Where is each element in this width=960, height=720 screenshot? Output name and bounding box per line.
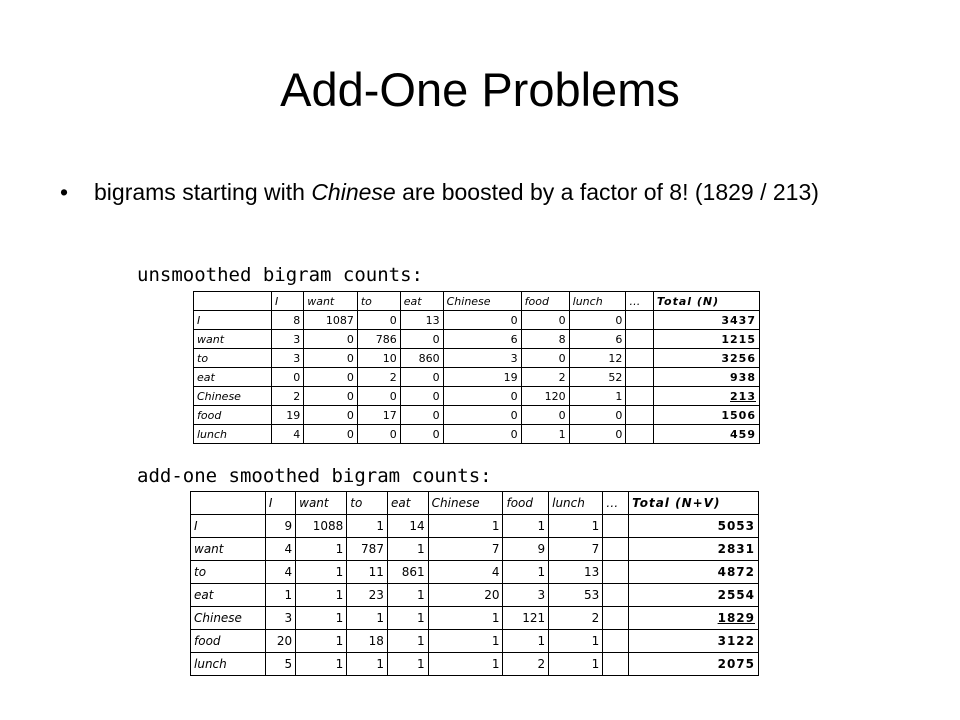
row-header: eat (194, 368, 272, 387)
row-header: to (191, 561, 266, 584)
count-cell: 1 (296, 561, 347, 584)
column-header: … (626, 292, 654, 311)
count-cell: 9 (503, 538, 549, 561)
row-header: Chinese (194, 387, 272, 406)
total-cell: 2554 (629, 584, 759, 607)
count-cell: 1 (503, 561, 549, 584)
count-cell: 1 (569, 387, 626, 406)
row-header: I (194, 311, 272, 330)
table-row (194, 368, 760, 387)
count-cell: 787 (347, 538, 388, 561)
total-cell: 2831 (629, 538, 759, 561)
count-cell: 860 (400, 349, 443, 368)
count-cell: 1 (549, 630, 603, 653)
count-cell: 1 (549, 515, 603, 538)
table-row (191, 561, 759, 584)
column-header: lunch (549, 492, 603, 515)
table-row (191, 515, 759, 538)
count-cell: 2 (357, 368, 400, 387)
count-cell: 0 (521, 311, 569, 330)
total-cell: 213 (653, 387, 759, 406)
count-cell: 8 (272, 311, 304, 330)
total-cell: 3437 (653, 311, 759, 330)
table-row (191, 653, 759, 676)
count-cell: 1 (347, 515, 388, 538)
count-cell: 0 (304, 330, 358, 349)
count-cell: 6 (569, 330, 626, 349)
count-cell: 0 (521, 349, 569, 368)
count-cell: 3 (265, 607, 295, 630)
row-header: food (194, 406, 272, 425)
count-cell: 0 (569, 311, 626, 330)
row-header: food (191, 630, 266, 653)
count-cell: 1 (347, 607, 388, 630)
table-row (194, 349, 760, 368)
count-cell: 0 (304, 368, 358, 387)
total-cell: 4872 (629, 561, 759, 584)
table-row (191, 630, 759, 653)
count-cell: 3 (503, 584, 549, 607)
bullet-icon: • (60, 179, 69, 205)
count-cell: 1 (503, 515, 549, 538)
count-cell: 1 (296, 607, 347, 630)
count-cell: 1 (549, 653, 603, 676)
count-cell: 13 (549, 561, 603, 584)
column-header: want (296, 492, 347, 515)
row-header: I (191, 515, 266, 538)
count-cell: 18 (347, 630, 388, 653)
column-header: to (357, 292, 400, 311)
ellipsis-cell (626, 368, 654, 387)
count-cell: 1 (428, 607, 503, 630)
row-header: Chinese (191, 607, 266, 630)
ellipsis-cell (626, 311, 654, 330)
count-cell: 4 (265, 561, 295, 584)
bullet-prefix: bigrams starting with (94, 179, 312, 205)
table-row (194, 311, 760, 330)
table-row (194, 387, 760, 406)
table-row (194, 425, 760, 444)
count-cell: 17 (357, 406, 400, 425)
count-cell: 861 (387, 561, 428, 584)
column-header: Chinese (443, 292, 521, 311)
count-cell: 2 (521, 368, 569, 387)
count-cell: 1 (387, 584, 428, 607)
ellipsis-cell (603, 561, 629, 584)
column-header: want (304, 292, 358, 311)
count-cell: 52 (569, 368, 626, 387)
count-cell: 1 (521, 425, 569, 444)
count-cell: 3 (443, 349, 521, 368)
table-row (191, 584, 759, 607)
column-header: lunch (569, 292, 626, 311)
count-cell: 4 (272, 425, 304, 444)
row-header: lunch (191, 653, 266, 676)
count-cell: 10 (357, 349, 400, 368)
count-cell: 6 (443, 330, 521, 349)
count-cell: 23 (347, 584, 388, 607)
count-cell: 786 (357, 330, 400, 349)
count-cell: 1 (296, 653, 347, 676)
unsmoothed-table (193, 291, 760, 444)
column-header: to (347, 492, 388, 515)
ellipsis-cell (626, 387, 654, 406)
count-cell: 53 (549, 584, 603, 607)
count-cell: 1 (428, 653, 503, 676)
column-header: … (603, 492, 629, 515)
ellipsis-cell (626, 406, 654, 425)
count-cell: 3 (272, 330, 304, 349)
count-cell: 0 (357, 425, 400, 444)
count-cell: 1 (347, 653, 388, 676)
count-cell: 0 (400, 368, 443, 387)
count-cell: 12 (569, 349, 626, 368)
total-cell: 1215 (653, 330, 759, 349)
ellipsis-cell (626, 425, 654, 444)
count-cell: 4 (428, 561, 503, 584)
count-cell: 13 (400, 311, 443, 330)
count-cell: 0 (400, 425, 443, 444)
count-cell: 2 (503, 653, 549, 676)
count-cell: 11 (347, 561, 388, 584)
count-cell: 0 (443, 425, 521, 444)
table-row (194, 406, 760, 425)
ellipsis-cell (603, 653, 629, 676)
count-cell: 0 (443, 311, 521, 330)
count-cell: 1 (296, 584, 347, 607)
total-cell: 459 (653, 425, 759, 444)
count-cell: 1 (503, 630, 549, 653)
table-row (191, 607, 759, 630)
count-cell: 1 (265, 584, 295, 607)
row-header: eat (191, 584, 266, 607)
column-header: eat (387, 492, 428, 515)
total-cell: 1506 (653, 406, 759, 425)
smoothed-label: add-one smoothed bigram counts: (137, 465, 492, 487)
column-header: Chinese (428, 492, 503, 515)
column-header: eat (400, 292, 443, 311)
ellipsis-cell (626, 330, 654, 349)
total-cell: 2075 (629, 653, 759, 676)
count-cell: 0 (400, 387, 443, 406)
count-cell: 1 (296, 538, 347, 561)
count-cell: 120 (521, 387, 569, 406)
count-cell: 121 (503, 607, 549, 630)
slide-title: Add-One Problems (280, 63, 680, 116)
column-header: Total (N+V) (629, 492, 759, 515)
count-cell: 1 (387, 607, 428, 630)
ellipsis-cell (603, 607, 629, 630)
count-cell: 1 (387, 538, 428, 561)
count-cell: 7 (428, 538, 503, 561)
column-header: food (503, 492, 549, 515)
count-cell: 1 (387, 630, 428, 653)
count-cell: 0 (357, 387, 400, 406)
count-cell: 5 (265, 653, 295, 676)
count-cell: 7 (549, 538, 603, 561)
corner-cell (191, 492, 266, 515)
count-cell: 1 (296, 630, 347, 653)
total-cell: 1829 (629, 607, 759, 630)
count-cell: 3 (272, 349, 304, 368)
count-cell: 20 (428, 584, 503, 607)
count-cell: 19 (272, 406, 304, 425)
count-cell: 2 (272, 387, 304, 406)
unsmoothed-label: unsmoothed bigram counts: (137, 264, 423, 286)
count-cell: 0 (272, 368, 304, 387)
row-header: lunch (194, 425, 272, 444)
count-cell: 1087 (304, 311, 358, 330)
total-cell: 938 (653, 368, 759, 387)
column-header: I (265, 492, 295, 515)
count-cell: 1 (428, 630, 503, 653)
corner-cell (194, 292, 272, 311)
count-cell: 0 (400, 406, 443, 425)
header-row (191, 492, 759, 515)
count-cell: 2 (549, 607, 603, 630)
count-cell: 0 (304, 425, 358, 444)
count-cell: 0 (400, 330, 443, 349)
column-header: I (272, 292, 304, 311)
count-cell: 1 (428, 515, 503, 538)
total-cell: 3122 (629, 630, 759, 653)
ellipsis-cell (603, 630, 629, 653)
count-cell: 0 (304, 387, 358, 406)
count-cell: 0 (304, 349, 358, 368)
smoothed-table (190, 491, 759, 676)
count-cell: 8 (521, 330, 569, 349)
total-cell: 3256 (653, 349, 759, 368)
ellipsis-cell (603, 515, 629, 538)
bullet-suffix: are boosted by a factor of 8! (1829 / 213) (395, 179, 819, 205)
count-cell: 1 (387, 653, 428, 676)
row-header: want (194, 330, 272, 349)
table-row (191, 538, 759, 561)
row-header: want (191, 538, 266, 561)
column-header: food (521, 292, 569, 311)
count-cell: 9 (265, 515, 295, 538)
count-cell: 4 (265, 538, 295, 561)
count-cell: 1088 (296, 515, 347, 538)
table-row (194, 330, 760, 349)
ellipsis-cell (603, 584, 629, 607)
count-cell: 0 (443, 387, 521, 406)
count-cell: 0 (569, 425, 626, 444)
ellipsis-cell (603, 538, 629, 561)
total-cell: 5053 (629, 515, 759, 538)
column-header: Total (N) (653, 292, 759, 311)
row-header: to (194, 349, 272, 368)
count-cell: 0 (569, 406, 626, 425)
count-cell: 20 (265, 630, 295, 653)
count-cell: 0 (304, 406, 358, 425)
ellipsis-cell (626, 349, 654, 368)
bullet-emphasis: Chinese (311, 179, 396, 205)
count-cell: 14 (387, 515, 428, 538)
header-row (194, 292, 760, 311)
bullet-text (94, 176, 894, 208)
count-cell: 0 (443, 406, 521, 425)
count-cell: 0 (357, 311, 400, 330)
count-cell: 19 (443, 368, 521, 387)
count-cell: 0 (521, 406, 569, 425)
